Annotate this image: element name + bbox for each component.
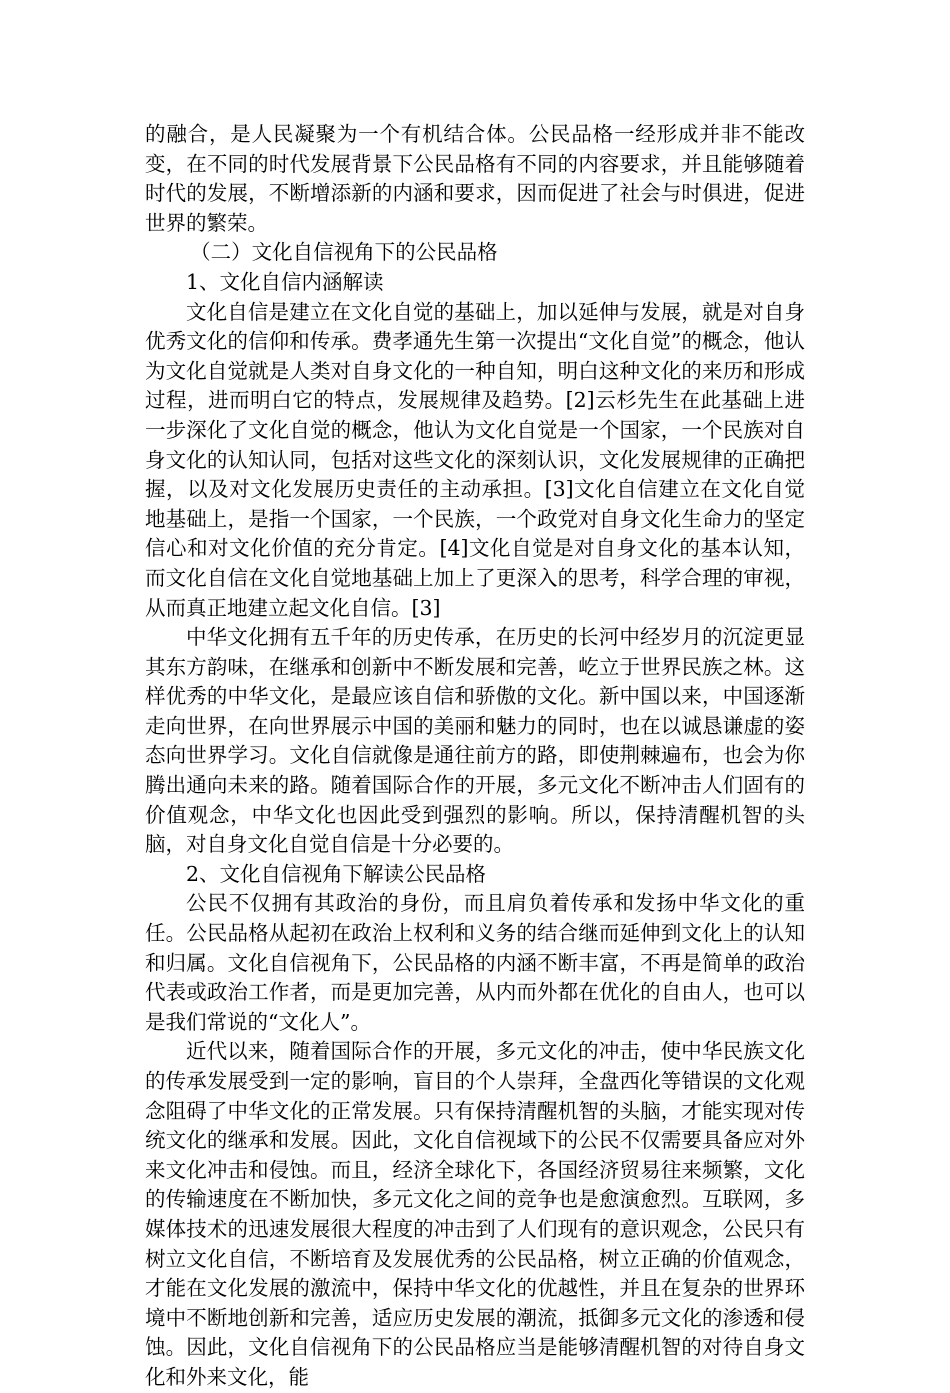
paragraph-cultural-confidence-definition: 文化自信是建立在文化自觉的基础上，加以延伸与发展，就是对自身优秀文化的信仰和传承。费孝通先生第一次提出“文化自觉”的概念，他认为文化自觉就是人类对自身文化的一种自知，明白这种文化的来历和形成过程，进而明白它的特点，发展规律及趋势。[2]云杉先生在此基础上进一步深化了文化自觉的概念，他认为文化自觉是一个国家，一个民族对自身文化的认知认同，包括对这些文化的深刻认识，文化发展规律的正确把握，以及对文化发展历史责任的主动承担。[3]文化自信建立在文化自觉地基础上，是指一个国家，一个民族，一个政党对自身文化生命力的坚定信心和对文化价值的充分肯定。[4]文化自觉是对自身文化的基本认知，而文化自信在文化自觉地基础上加上了更深入的思考，科学合理的审视，从而真正地建立起文化自信。[3]	[145, 299, 805, 620]
paragraph-modern-challenges: 近代以来，随着国际合作的开展，多元文化的冲击，使中华民族文化的传承发展受到一定的影响，盲目的个人崇拜，全盘西化等错误的文化观念阻碍了中华文化的正常发展。只有保持清醒机智的头脑，才能实现对传统文化的继承和发展。因此，文化自信视域下的公民不仅需要具备应对外来文化冲击和侵蚀。而且，经济全球化下，各国经济贸易往来频繁，文化的传输速度在不断加快，多元文化之间的竞争也是愈演愈烈。互联网，多媒体技术的迅速发展很大程度的冲击到了人们现有的意识观念，公民只有树立文化自信，不断培育及发展优秀的公民品格，树立正确的价值观念，才能在文化发展的激流中，保持中华文化的优越性，并且在复杂的世界环境中不断地创新和完善，适应历史发展的潮流，抵御多元文化的渗透和侵蚀。因此，文化自信视角下的公民品格应当是能够清醒机智的对待自身文化和外来文化，能	[145, 1039, 805, 1389]
section-heading: （二）文化自信视角下的公民品格	[190, 240, 498, 265]
subsection-heading-1: 1、文化自信内涵解读	[186, 269, 384, 294]
subsection-heading-2: 2、文化自信视角下解读公民品格	[186, 861, 487, 886]
paragraph-citizen-identity: 公民不仅拥有其政治的身份，而且肩负着传承和发扬中华文化的重任。公民品格从起初在政治上权利和义务的结合继而延伸到文化上的认知和归属。文化自信视角下，公民品格的内涵不断丰富，不再是简单的政治代表或政治工作者，而是更加完善，从内而外都在优化的自由人，也可以是我们常说的“文化人”。	[145, 891, 805, 1034]
paragraph-continuation: 的融合，是人民凝聚为一个有机结合体。公民品格一经形成并非不能改变，在不同的时代发展背景下公民品格有不同的内容要求，并且能够随着时代的发展，不断增添新的内涵和要求，因而促进了社会与时俱进，促进世界的繁荣。	[145, 122, 805, 235]
document-body	[145, 120, 805, 1393]
paragraph-chinese-culture: 中华文化拥有五千年的历史传承，在历史的长河中经岁月的沉淀更显其东方韵味，在继承和创新中不断发展和完善，屹立于世界民族之林。这样优秀的中华文化，是最应该自信和骄傲的文化。新中国以来，中国逐渐走向世界，在向世界展示中国的美丽和魅力的同时，也在以诚恳谦虚的姿态向世界学习。文化自信就像是通往前方的路，即使荆棘遍布，也会为你腾出通向未来的路。随着国际合作的开展，多元文化不断冲击人们固有的价值观念，中华文化也因此受到强烈的影响。所以，保持清醒机智的头脑，对自身文化自觉自信是十分必要的。	[145, 625, 805, 857]
